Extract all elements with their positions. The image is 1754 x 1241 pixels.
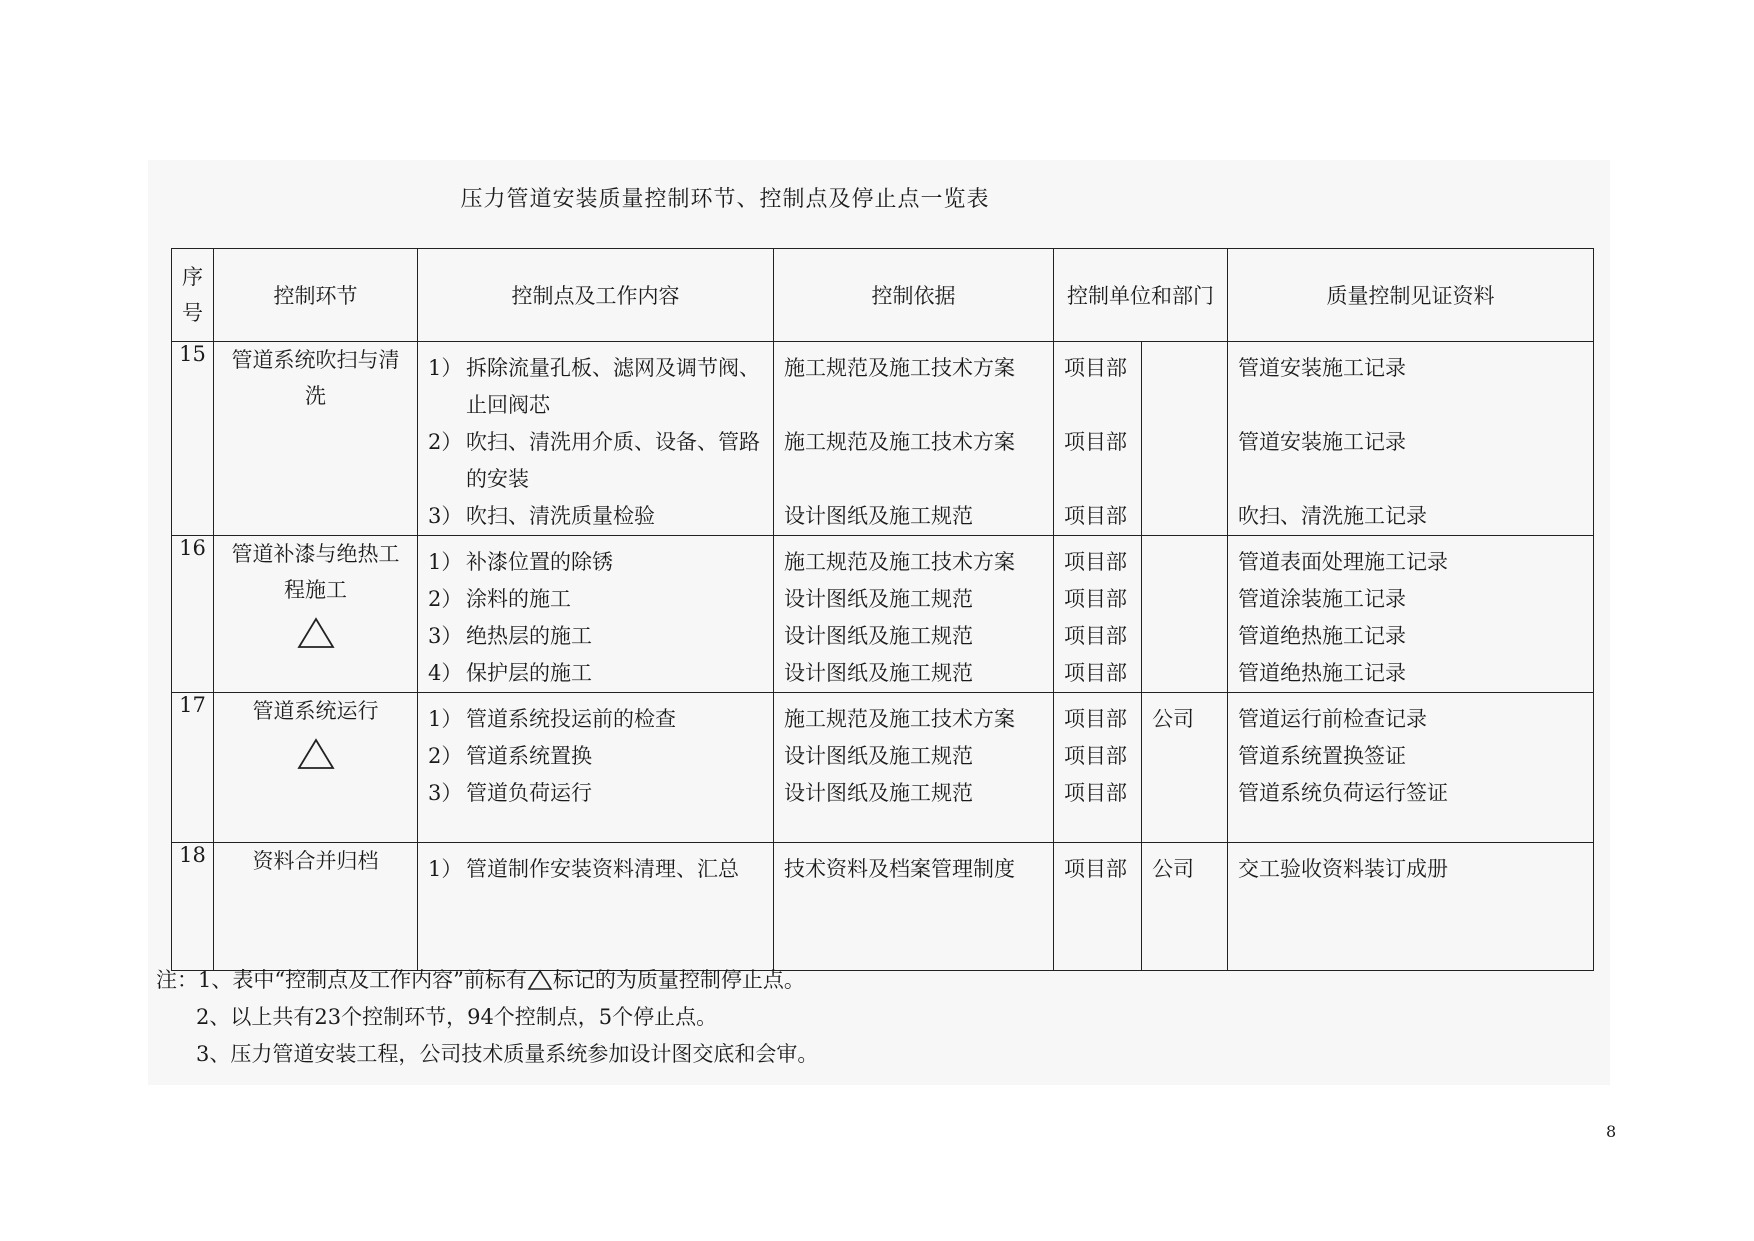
record-line: 管道系统置换签证 (1238, 744, 1406, 768)
header-points: 控制点及工作内容 (418, 249, 774, 342)
dept-line: 项目部 (1064, 430, 1127, 454)
row-seq-cell: 15 (172, 342, 214, 536)
row-basis-cell (774, 843, 1054, 971)
company-line (1142, 424, 1227, 461)
control-point-text: 的安装 (466, 467, 529, 491)
table-row (172, 693, 1594, 843)
company-line (1142, 387, 1227, 424)
control-point-text: 补漆位置的除锈 (466, 550, 613, 574)
row-seq-cell: 16 (172, 536, 214, 693)
record-line: 管道安装施工记录 (1238, 430, 1406, 454)
control-point-number (428, 387, 466, 424)
record-line (1228, 461, 1593, 498)
control-point-text: 止回阀芯 (466, 393, 550, 417)
control-point-line (418, 498, 773, 535)
control-point-line (418, 738, 773, 775)
company-line: 公司 (1152, 707, 1194, 731)
control-point-number: 2） (428, 430, 463, 454)
basis-line: 施工规范及施工技术方案 (784, 550, 1015, 574)
stage-line: 管道补漆与绝热工 (231, 542, 400, 566)
control-point-line (418, 618, 773, 655)
basis-line (774, 387, 1053, 424)
company-line (1142, 581, 1227, 618)
row-stage-cell (214, 843, 418, 971)
record-line: 管道绝热施工记录 (1238, 661, 1406, 685)
dept-line: 项目部 (1064, 744, 1127, 768)
company-line (1142, 544, 1227, 581)
basis-line: 施工规范及施工技术方案 (784, 430, 1015, 454)
basis-line: 设计图纸及施工规范 (784, 504, 973, 528)
stage-line: 程施工 (284, 578, 347, 602)
company-line (1142, 350, 1227, 387)
row-company-cell (1142, 536, 1228, 693)
note-1: 注：1、表中“控制点及工作内容”前标有 标记的为质量控制停止点。 (156, 968, 805, 992)
control-point-number: 1） (428, 550, 463, 574)
control-point-line (418, 424, 773, 461)
row-dept-cell (1054, 342, 1142, 536)
company-line (1142, 738, 1227, 775)
control-point-text: 保护层的施工 (466, 661, 592, 685)
row-points-cell (418, 693, 774, 843)
row-records-cell (1228, 342, 1594, 536)
control-point-text: 涂料的施工 (466, 587, 571, 611)
record-line: 管道系统负荷运行签证 (1238, 781, 1448, 805)
control-point-number (428, 461, 466, 498)
table-row (172, 536, 1594, 693)
basis-line: 设计图纸及施工规范 (784, 744, 973, 768)
record-line: 交工验收资料装订成册 (1238, 857, 1448, 881)
basis-line: 施工规范及施工技术方案 (784, 356, 1015, 380)
row-records-cell (1228, 843, 1594, 971)
page-number: 8 (1606, 1122, 1617, 1141)
note-3: 3、压力管道安装工程，公司技术质量系统参加设计图交底和会审。 (196, 1042, 819, 1066)
record-line: 吹扫、清洗施工记录 (1238, 504, 1427, 528)
control-point-line (418, 655, 773, 692)
header-unit: 控制单位和部门 (1054, 249, 1228, 342)
control-point-text: 管道制作安装资料清理、汇总 (466, 857, 739, 881)
dept-line: 项目部 (1064, 356, 1127, 380)
row-points-cell (418, 536, 774, 693)
company-line: 公司 (1152, 857, 1194, 881)
basis-line: 施工规范及施工技术方案 (784, 707, 1015, 731)
row-stage-cell (214, 536, 418, 693)
record-line: 管道表面处理施工记录 (1238, 550, 1448, 574)
basis-line (774, 461, 1053, 498)
control-point-number: 3） (428, 781, 463, 805)
row-points-cell (418, 843, 774, 971)
row-dept-cell (1054, 843, 1142, 971)
control-point-number: 2） (428, 744, 463, 768)
control-point-number: 1） (428, 707, 463, 731)
row-dept-cell (1054, 693, 1142, 843)
row-basis-cell (774, 536, 1054, 693)
control-point-text: 管道系统置换 (466, 744, 592, 768)
control-point-number: 1） (428, 857, 463, 881)
record-line: 管道绝热施工记录 (1238, 624, 1406, 648)
company-line (1142, 775, 1227, 812)
stop-point-triangle-icon (214, 616, 417, 661)
company-line (1142, 498, 1227, 535)
dept-line (1054, 387, 1141, 424)
control-point-text: 管道负荷运行 (466, 781, 592, 805)
row-company-cell (1142, 693, 1228, 843)
header-stage: 控制环节 (214, 249, 418, 342)
dept-line: 项目部 (1064, 707, 1127, 731)
control-point-text: 绝热层的施工 (466, 624, 592, 648)
control-point-text: 拆除流量孔板、滤网及调节阀、 (466, 356, 760, 380)
control-point-number: 2） (428, 587, 463, 611)
table-row (172, 342, 1594, 536)
stage-line: 资料合并归档 (252, 849, 379, 873)
header-basis: 控制依据 (774, 249, 1054, 342)
row-company-cell (1142, 342, 1228, 536)
record-line (1228, 387, 1593, 424)
control-point-text: 吹扫、清洗质量检验 (466, 504, 655, 528)
control-point-line (418, 544, 773, 581)
basis-line: 设计图纸及施工规范 (784, 624, 973, 648)
control-point-number: 3） (428, 504, 463, 528)
control-point-number: 4） (428, 661, 463, 685)
record-line: 管道运行前检查记录 (1238, 707, 1427, 731)
row-company-cell (1142, 843, 1228, 971)
control-point-line (418, 775, 773, 812)
header-seq: 序 号 (172, 249, 214, 342)
basis-line: 技术资料及档案管理制度 (784, 857, 1015, 881)
control-point-text: 吹扫、清洗用介质、设备、管路 (466, 430, 760, 454)
quality-control-table (171, 248, 1594, 971)
row-stage-cell (214, 693, 418, 843)
row-basis-cell (774, 342, 1054, 536)
basis-line: 设计图纸及施工规范 (784, 781, 973, 805)
dept-line: 项目部 (1064, 550, 1127, 574)
control-point-line (418, 350, 773, 387)
dept-line: 项目部 (1064, 781, 1127, 805)
stage-line: 管道系统吹扫与清 (231, 348, 400, 372)
stop-point-triangle-icon (527, 969, 553, 991)
dept-line: 项目部 (1064, 624, 1127, 648)
table-title: 压力管道安装质量控制环节、控制点及停止点一览表 (460, 187, 990, 212)
row-dept-cell (1054, 536, 1142, 693)
control-point-line (418, 851, 773, 888)
control-point-text: 管道系统投运前的检查 (466, 707, 676, 731)
row-points-cell (418, 342, 774, 536)
control-point-line (418, 461, 773, 498)
dept-line: 项目部 (1064, 504, 1127, 528)
record-line: 管道安装施工记录 (1238, 356, 1406, 380)
control-point-line (418, 387, 773, 424)
dept-line (1054, 461, 1141, 498)
control-point-number: 3） (428, 624, 463, 648)
dept-line: 项目部 (1064, 857, 1127, 881)
row-basis-cell (774, 693, 1054, 843)
control-point-line (418, 701, 773, 738)
row-seq-cell: 18 (172, 843, 214, 971)
dept-line: 项目部 (1064, 587, 1127, 611)
control-point-line (418, 581, 773, 618)
record-line: 管道涂装施工记录 (1238, 587, 1406, 611)
basis-line: 设计图纸及施工规范 (784, 661, 973, 685)
basis-line: 设计图纸及施工规范 (784, 587, 973, 611)
company-line (1142, 618, 1227, 655)
control-point-number: 1） (428, 356, 463, 380)
stop-point-triangle-icon (214, 737, 417, 782)
row-records-cell (1228, 536, 1594, 693)
row-stage-cell (214, 342, 418, 536)
row-records-cell (1228, 693, 1594, 843)
company-line (1142, 461, 1227, 498)
dept-line: 项目部 (1064, 661, 1127, 685)
note-2: 2、以上共有23个控制环节，94个控制点，5个停止点。 (196, 1005, 718, 1029)
row-seq-cell: 17 (172, 693, 214, 843)
table-header-row (172, 249, 1594, 342)
stage-line: 管道系统运行 (252, 699, 379, 723)
table-row (172, 843, 1594, 971)
stage-line: 洗 (305, 384, 326, 408)
header-records: 质量控制见证资料 (1228, 249, 1594, 342)
table-notes (156, 962, 818, 1073)
company-line (1142, 655, 1227, 692)
